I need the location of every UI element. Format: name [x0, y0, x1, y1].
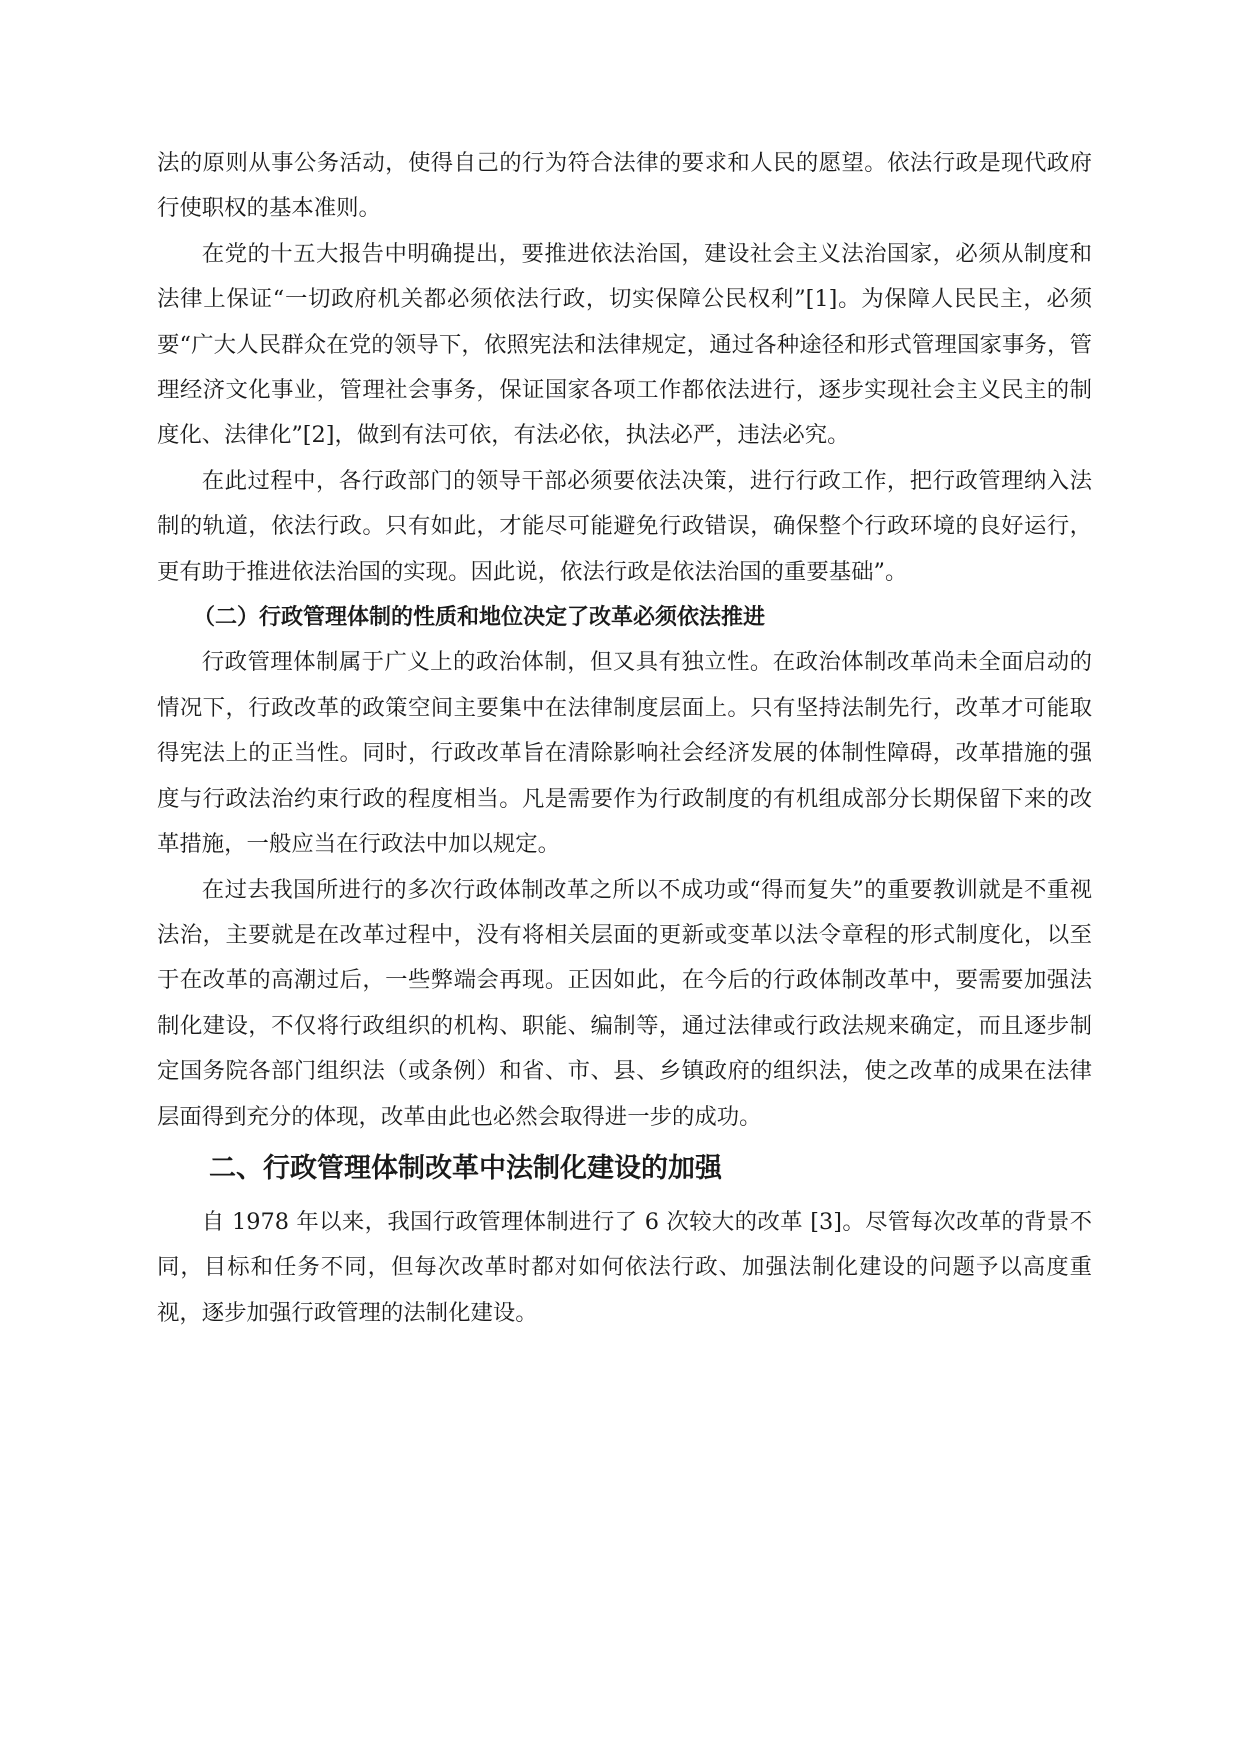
paragraph-since-1978: 自 1978 年以来，我国行政管理体制进行了 6 次较大的改革 [3]。尽管每次改革的背景不同，目标和任务不同，但每次改革时都对如何依法行政、加强法制化建设的问题予以高度重视，逐步加强行政管理的法制化建设。: [157, 1208, 1092, 1326]
subsection-heading: （二）行政管理体制的性质和地位决定了改革必须依法推进: [193, 605, 766, 631]
paragraph-past-reforms: 在过去我国所进行的多次行政体制改革之所以不成功或“得而复失”的重要教训就是不重视法治，主要就是在改革过程中，没有将相关层面的更新或变革以法令章程的形式制度化，以至于在改革的高潮过后，一些弊端会再现。正因如此，在今后的行政体制改革中，要需要加强法制化建设，不仅将行政组织的机构、职能、编制等，通过法律或行政法规来确定，而且逐步制定国务院各部门组织法（或条例）和省、市、县、乡镇政府的组织法，使之改革的成果在法律层面得到充分的体现，改革由此也必然会取得进一步的成功。: [157, 876, 1092, 1130]
paragraph-party-congress: 在党的十五大报告中明确提出，要推进依法治国，建设社会主义法治国家，必须从制度和法律上保证“一切政府机关都必须依法行政，切实保障公民权利”[1]。为保障人民民主，必须要“广大人民群众在党的领导下，依照宪法和法律规定，通过各种途径和形式管理国家事务，管理经济文化事业，管理社会事务，保证国家各项工作都依法进行，逐步实现社会主义民主的制度化、法律化”[2]，做到有法可依，有法必依，执法必严，违法必究。: [157, 240, 1092, 449]
section-heading: 二、行政管理体制改革中法制化建设的加强: [209, 1152, 722, 1184]
paragraph-process: 在此过程中，各行政部门的领导干部必须要依法决策，进行行政工作，把行政管理纳入法制的轨道，依法行政。只有如此，才能尽可能避免行政错误，确保整个行政环境的良好运行，更有助于推进依法治国的实现。因此说，依法行政是依法治国的重要基础”。: [157, 467, 1092, 585]
paragraph-system-nature: 行政管理体制属于广义上的政治体制，但又具有独立性。在政治体制改革尚未全面启动的情况下，行政改革的政策空间主要集中在法律制度层面上。只有坚持法制先行，改革才可能取得宪法上的正当性。同时，行政改革旨在清除影响社会经济发展的体制性障碍，改革措施的强度与行政法治约束行政的程度相当。凡是需要作为行政制度的有机组成部分长期保留下来的改革措施，一般应当在行政法中加以规定。: [157, 649, 1092, 858]
document-body: [157, 141, 1092, 1336]
paragraph-continued: 法的原则从事公务活动，使得自己的行为符合法律的要求和人民的愿望。依法行政是现代政府行使职权的基本准则。: [157, 150, 1092, 222]
